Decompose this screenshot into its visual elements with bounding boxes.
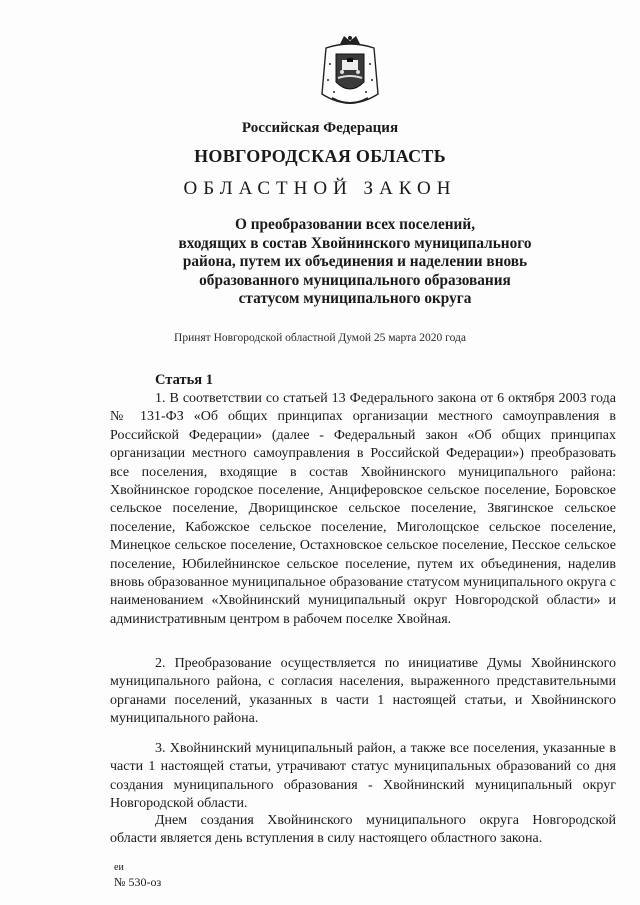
paragraph-text: Днем создания Хвойнинского муниципального округа Новгородской области является день вступления в силу настоящего областного закона. — [110, 813, 616, 847]
coat-of-arms-emblem — [318, 34, 382, 114]
paragraph-text: 3. Хвойнинский муниципальный район, а также все поселения, указанные в части 1 настоящей статьи, утрачивают статус муниципальных образований со дня создания муниципального образования - Хвойнинский муниципальный округ Новгородской области. — [110, 741, 616, 812]
article-paragraph-2 — [110, 655, 616, 729]
article-paragraph-3 — [110, 740, 616, 814]
footer-initials: еи — [114, 862, 124, 873]
law-number: № 530-оз — [114, 875, 162, 889]
law-type-header: ОБЛАСТНОЙ ЗАКОН — [183, 178, 457, 199]
region-header: НОВГОРОДСКАЯ ОБЛАСТЬ — [194, 146, 446, 166]
paragraph-text: 1. В соответствии со статьей 13 Федерального закона от 6 октября 2003 года № 131-ФЗ «Об общих принципах организации местного самоуправления в Российской Федерации» (далее - Федеральный закон «Об общих принципах организации местного самоуправления в Российской Федерации») преобразовать все поселения, входящие в состав Хвойнинского муниципального района: Хвойнинское городское поселение, Анциферовское сельское поселение, Боровское сельское поселение, Дворищинское сельское поселение, Звягинское сельское поселение, Кабожское сельское поселение, Миголощское сельское поселение, Минецкое сельское поселение, Остахновское сельское поселение, Песское сельское поселение, Юбилейнинское сельское поселение, путем их объединения, наделив вновь образованное муниципальное образование статусом муниципального округа с наименованием «Хвойнинский муниципальный округ Новгородской области» и административным центром в рабочем поселке Хвойная. — [110, 391, 616, 627]
article-paragraph-4 — [110, 812, 616, 849]
law-title-line: О преобразовании всех поселений, — [234, 216, 476, 233]
adoption-note: Принят Новгородской областной Думой 25 марта 2020 года — [174, 332, 466, 344]
article-heading: Статья 1 — [155, 372, 213, 388]
law-title-line: статусом муниципального округа — [238, 290, 472, 308]
paragraph-text: 2. Преобразование осуществляется по инициативе Думы Хвойнинского муниципального района, с согласия населения, выраженного представительными органами поселений, указанных в части 1 настоящей статьи, и Хвойнинского муниципального района. — [110, 656, 616, 727]
law-title-line: входящих в состав Хвойнинского муниципального — [178, 234, 532, 252]
law-title-line: образованного муниципального образования — [199, 271, 511, 289]
law-title — [130, 216, 580, 309]
federation-header: Российская Федерация — [241, 120, 399, 136]
article-paragraph-1 — [110, 390, 616, 629]
law-title-line: района, путем их объединения и наделении вновь — [182, 253, 528, 271]
